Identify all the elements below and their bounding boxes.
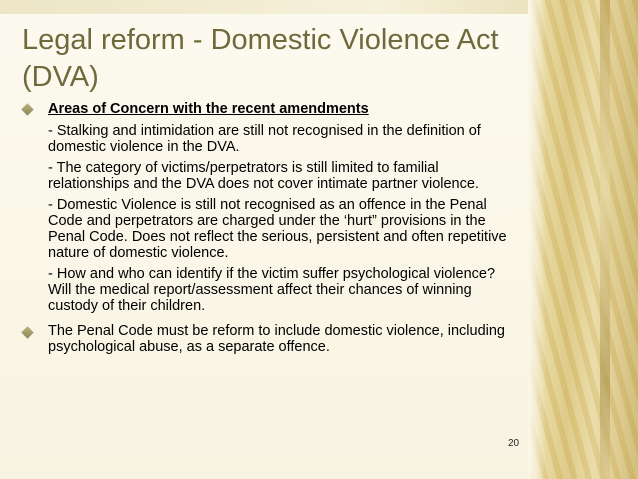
diamond-bullet-icon (21, 326, 33, 338)
concern-point: - Stalking and intimidation are still not recognised in the definition of domestic violence in the DVA. (48, 123, 481, 155)
concerns-heading: Areas of Concern with the recent amendments (48, 101, 369, 117)
right-decorative-panel (528, 0, 638, 479)
diamond-bullet-icon (21, 103, 33, 115)
concern-point: - How and who can identify if the victim suffer psychological violence? Will the medical report/assessment affect their chances of winning custody of their children. (48, 266, 496, 314)
reform-text: The Penal Code must be reform to include domestic violence, including psychological abuse, as a separate offence. (48, 323, 505, 355)
bullet-item-reform (22, 323, 514, 355)
slide-body (22, 100, 514, 355)
decorative-stripe (600, 0, 610, 479)
concern-point: - Domestic Violence is still not recognised as an offence in the Penal Code and perpetrators are charged under the ‘hurt” provisions in the Penal Code. Does not reflect the serious, persistent and often repetitive nature of domestic violence. (48, 197, 507, 261)
bullet-item-concerns (22, 100, 514, 314)
page-number: 20 (508, 438, 520, 449)
slide-title: Legal reform - Domestic Violence Act (DVA) (22, 24, 499, 93)
spacer (22, 314, 514, 323)
concern-point: - The category of victims/perpetrators is still limited to familial relationships and the DVA does not cover intimate partner violence. (48, 160, 479, 192)
